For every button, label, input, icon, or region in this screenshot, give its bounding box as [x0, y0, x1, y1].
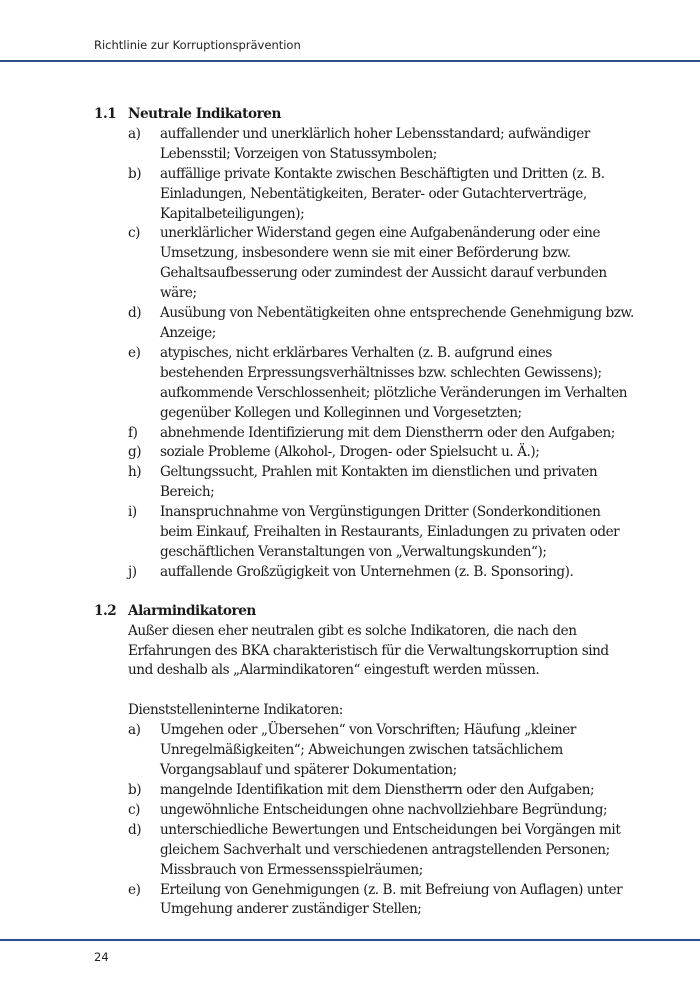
- list-item: [128, 344, 634, 424]
- item-letter: e): [128, 881, 141, 898]
- list-item: [128, 781, 634, 801]
- item-text: unerklärlicher Widerstand gegen eine Aufgabenänderung oder eine Umsetzung, insbesondere wenn sie mit einer Beförderung bzw. Gehaltsaufbesserung oder zumindest der Aussicht darauf verbunden wäre;: [160, 225, 607, 302]
- list-item: [128, 721, 634, 781]
- item-letter: e): [128, 344, 141, 361]
- page-number: 24: [94, 950, 109, 964]
- item-text: unterschiedliche Bewertungen und Entscheidungen bei Vorgängen mit gleichem Sachverhalt und verschiedenen antragstellenden Personen; Missbrauch von Ermessensspielräumen;: [160, 821, 621, 878]
- section-heading: [94, 602, 634, 622]
- header-rule: [0, 60, 700, 62]
- section-neutral-indicators: [94, 105, 634, 583]
- section-title: Neutrale Indikatoren: [128, 106, 281, 122]
- list-item: [128, 503, 634, 563]
- list-item: [128, 125, 634, 165]
- item-letter: b): [128, 165, 142, 182]
- item-text: abnehmende Identifizierung mit dem Dienstherrn oder den Aufgaben;: [160, 424, 615, 441]
- footer-rule: [0, 939, 700, 941]
- list-item: [128, 881, 634, 921]
- item-letter: d): [128, 305, 142, 322]
- item-letter: a): [128, 125, 141, 142]
- section-number: 1.2: [94, 602, 117, 619]
- item-letter: i): [128, 504, 137, 521]
- item-text: Ausübung von Nebentätigkeiten ohne entsprechende Genehmigung bzw. Anzeige;: [160, 305, 634, 341]
- item-text: soziale Probleme (Alkohol-, Drogen- oder Spielsucht u. Ä.);: [160, 444, 540, 461]
- list-item: [128, 224, 634, 304]
- list-item: [128, 801, 634, 821]
- section-heading: [94, 105, 634, 125]
- section-number: 1.1: [94, 106, 117, 122]
- list-item: [128, 424, 634, 444]
- item-text: Geltungssucht, Prahlen mit Kontakten im dienstlichen und privaten Bereich;: [160, 464, 598, 501]
- intro-paragraph: Außer diesen eher neutralen gibt es solche Indikatoren, die nach den Erfahrungen des BKA charakteristisch für die Verwaltungskorruption sind und deshalb als „Alarmindikatoren“ eingestuft werden müssen.: [128, 622, 609, 679]
- list-item: [128, 821, 634, 881]
- sub-heading: Dienststelleninterne Indikatoren:: [128, 702, 343, 719]
- list-item: [128, 443, 634, 463]
- item-letter: h): [128, 464, 142, 481]
- item-letter: a): [128, 722, 141, 739]
- section-title: Alarmindikatoren: [128, 602, 256, 619]
- item-text: Umgehen oder „Übersehen“ von Vorschriften; Häufung „kleiner Unregelmäßigkeiten“; Abweichungen zwischen tatsächlichem Vorgangsablauf und späterer Dokumentation;: [160, 722, 576, 779]
- section-alarm-indicators: [94, 602, 634, 921]
- list-item: [128, 463, 634, 503]
- item-text: mangelnde Identifikation mit dem Dienstherrn oder den Aufgaben;: [160, 782, 595, 798]
- page-content: [94, 105, 634, 920]
- item-text: ungewöhnliche Entscheidungen ohne nachvollziehbare Begründung;: [160, 801, 608, 818]
- section-body: [94, 622, 634, 921]
- item-letter: b): [128, 782, 142, 798]
- list-item: [128, 304, 634, 344]
- item-list: [128, 721, 634, 920]
- item-letter: g): [128, 444, 142, 461]
- item-list: [94, 125, 634, 583]
- list-item: [128, 165, 634, 225]
- item-text: Inanspruchnahme von Vergünstigungen Dritter (Sonderkonditionen beim Einkauf, Freihalten in Restaurants, Einladungen zu privaten oder geschäftlichen Veranstaltungen von „Verwaltungskunden“);: [160, 504, 620, 560]
- item-letter: d): [128, 821, 142, 838]
- item-letter: f): [128, 424, 138, 441]
- list-item: [128, 563, 634, 583]
- item-text: Erteilung von Genehmigungen (z. B. mit Befreiung von Auflagen) unter Umgehung anderer zuständiger Stellen;: [160, 881, 623, 918]
- item-letter: c): [128, 225, 141, 242]
- item-text: auffallender und unerklärlich hoher Lebensstandard; aufwändiger Lebensstil; Vorzeigen von Statussymbolen;: [160, 125, 590, 162]
- running-header: Richtlinie zur Korruptionsprävention: [94, 38, 301, 52]
- item-letter: c): [128, 801, 141, 818]
- item-text: atypisches, nicht erklärbares Verhalten (z. B. aufgrund eines bestehenden Erpressungsverhältnisses bzw. schlechten Gewissens); aufkommende Verschlossenheit; plötzliche Veränderungen im Verhalten gegenüber Kollegen und Kolleginnen und Vorgesetzten;: [160, 344, 628, 421]
- item-text: auffallende Großzügigkeit von Unternehmen (z. B. Sponsoring).: [160, 563, 574, 580]
- item-letter: j): [128, 563, 137, 580]
- item-text: auffällige private Kontakte zwischen Beschäftigten und Dritten (z. B. Einladungen, Nebentätigkeiten, Berater- oder Gutachterverträge, Kapitalbeteiligungen);: [160, 165, 605, 222]
